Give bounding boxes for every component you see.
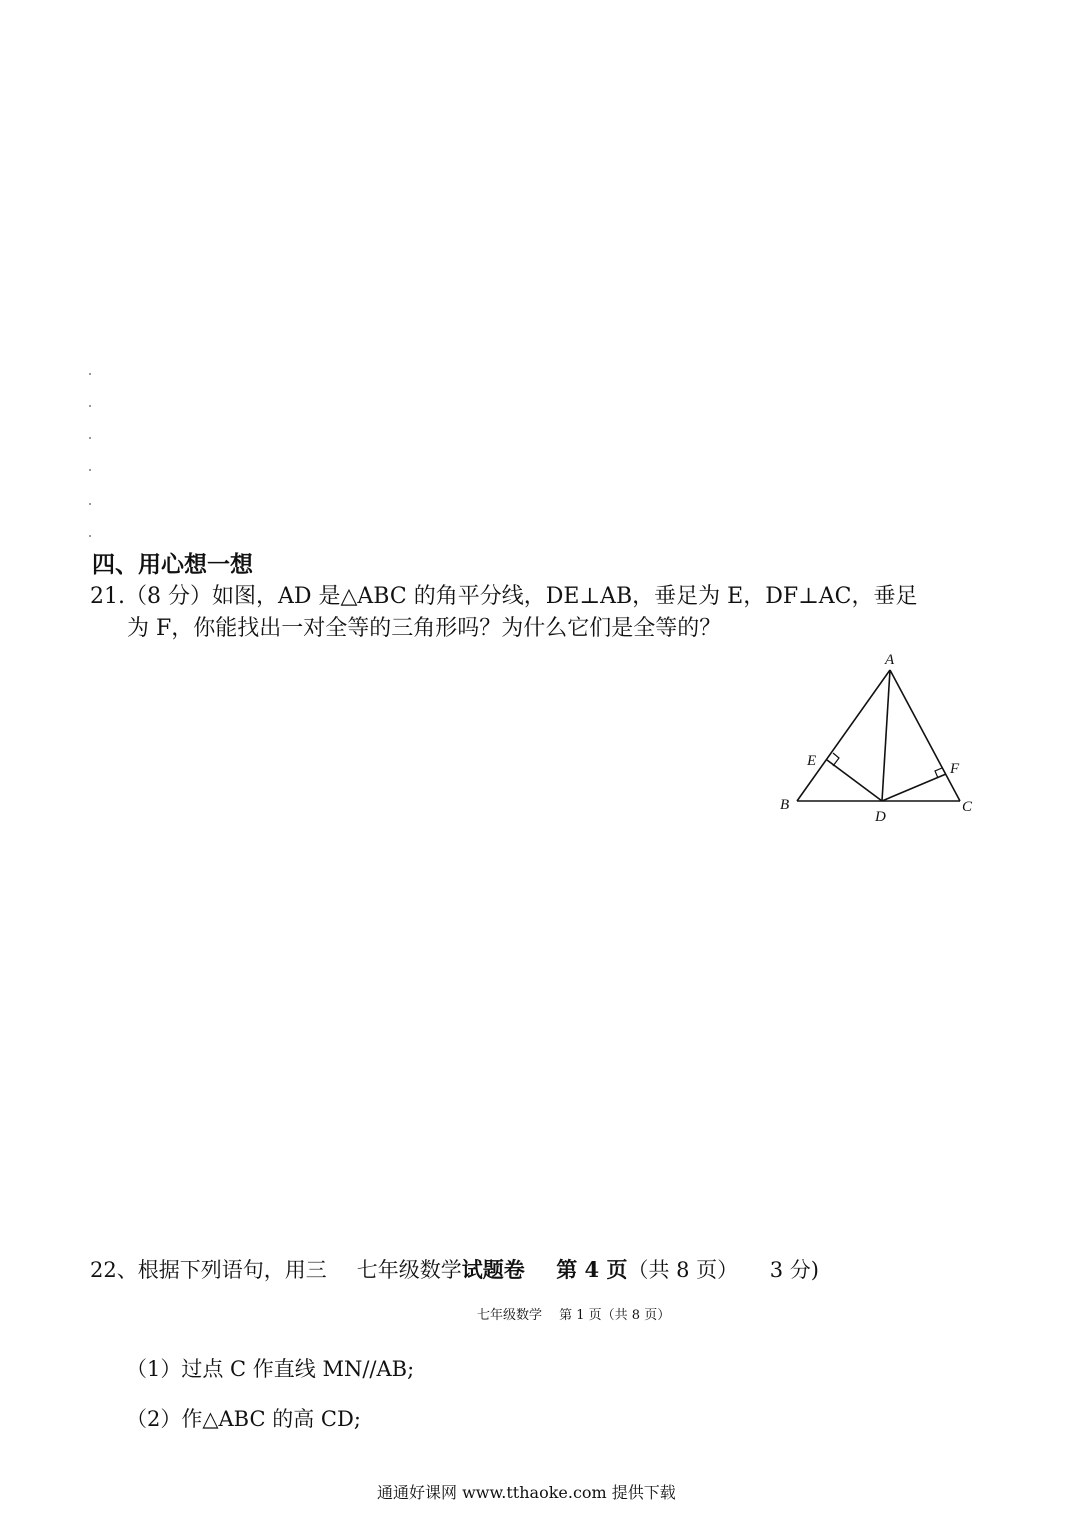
- header-paper: 试题卷: [461, 1257, 525, 1282]
- site-footer: 通通好课网 www.tthaoke.com 提供下载: [377, 1483, 676, 1502]
- question-22-tail: 3 分): [769, 1258, 819, 1282]
- segment-DE: [827, 760, 882, 801]
- question-22-item-1: （1）过点 C 作直线 MN//AB;: [126, 1357, 415, 1381]
- question-21-line-2: 为 F，你能找出一对全等的三角形吗？为什么它们是全等的？: [127, 616, 722, 641]
- label-F: F: [950, 761, 960, 777]
- label-C: C: [962, 799, 973, 815]
- segment-DF: [882, 774, 946, 801]
- right-angle-mark-E: [833, 753, 839, 766]
- question-21-line-1: 21.（8 分）如图，AD 是△ABC 的角平分线，DE⊥AB，垂足为 E，DF⊥AC，垂足: [90, 584, 918, 609]
- header-total: （共 8 页）: [627, 1258, 739, 1282]
- section-title: 四、用心想一想: [92, 552, 253, 578]
- label-D: D: [875, 809, 886, 825]
- page-footer: 七年级数学 第 1 页（共 8 页）: [477, 1308, 671, 1323]
- segment-AC: [890, 670, 960, 801]
- question-22-line: [90, 1254, 819, 1284]
- question-22-item-2: （2）作△ABC 的高 CD;: [126, 1407, 361, 1431]
- segment-AB: [797, 670, 890, 801]
- label-A: A: [885, 652, 895, 668]
- header-page: 第 4 页: [556, 1257, 628, 1282]
- header-subject: 七年级数学: [356, 1258, 462, 1282]
- question-22-lead: 22、根据下列语句，用三: [90, 1258, 327, 1282]
- segment-AD: [882, 670, 890, 801]
- label-B: B: [780, 797, 790, 813]
- label-E: E: [807, 753, 817, 769]
